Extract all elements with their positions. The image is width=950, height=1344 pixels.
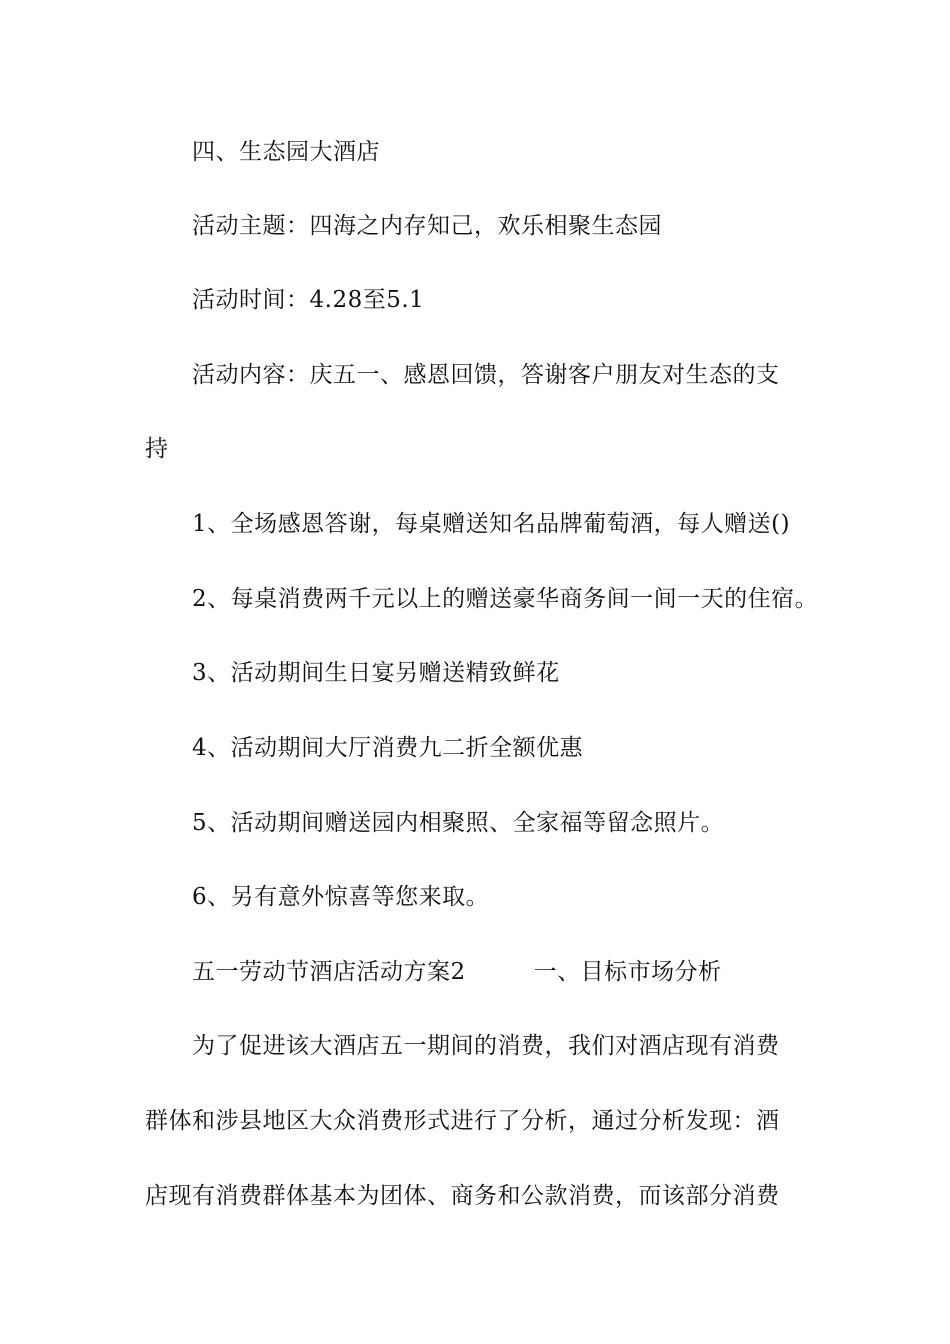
list-item-2: 2、每桌消费两千元以上的赠送豪华商务间一间一天的住宿。 bbox=[192, 586, 819, 612]
plan-title: 五一劳动节酒店活动方案2 bbox=[192, 959, 466, 985]
activity-time: 活动时间：4.28至5.1 bbox=[192, 287, 425, 313]
analysis-line-2: 群体和涉县地区大众消费形式进行了分析，通过分析发现：酒 bbox=[145, 1108, 780, 1134]
activity-theme: 活动主题：四海之内存知己，欢乐相聚生态园 bbox=[192, 213, 662, 239]
plan-subtitle: 一、目标市场分析 bbox=[533, 959, 722, 985]
activity-content-line-1: 活动内容：庆五一、感恩回馈，答谢客户朋友对生态的支 bbox=[192, 362, 780, 388]
list-item-4: 4、活动期间大厅消费九二折全额优惠 bbox=[192, 735, 584, 761]
analysis-line-1: 为了促进该大酒店五一期间的消费，我们对酒店现有消费 bbox=[192, 1033, 780, 1059]
list-item-1: 1、全场感恩答谢，每桌赠送知名品牌葡萄酒，每人赠送() bbox=[192, 511, 791, 537]
plan-heading bbox=[192, 957, 722, 987]
analysis-line-3: 店现有消费群体基本为团体、商务和公款消费，而该部分消费 bbox=[145, 1183, 780, 1209]
activity-content-line-2: 持 bbox=[145, 436, 169, 462]
list-item-3: 3、活动期间生日宴另赠送精致鲜花 bbox=[192, 660, 560, 686]
list-item-5: 5、活动期间赠送园内相聚照、全家福等留念照片。 bbox=[192, 810, 725, 836]
section-heading: 四、生态园大酒店 bbox=[192, 139, 380, 165]
list-item-6: 6、另有意外惊喜等您来取。 bbox=[192, 884, 490, 910]
